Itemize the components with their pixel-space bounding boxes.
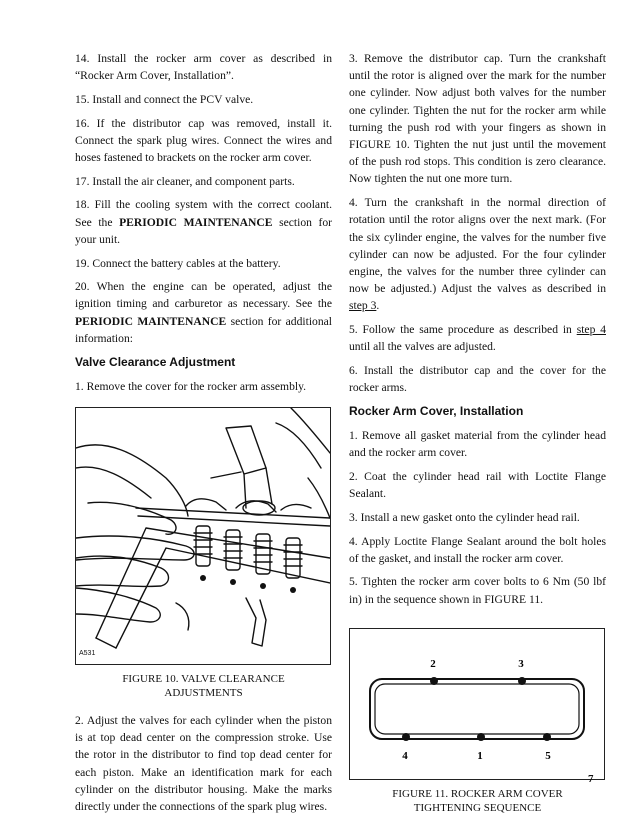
cover-step-2: 2. Coat the cylinder head rail with Loctite Flange Sealant. xyxy=(349,469,606,501)
periodic-maintenance-ref: PERIODIC MAINTENANCE xyxy=(119,215,273,229)
figure-11-caption: FIGURE 11. ROCKER ARM COVER TIGHTENING SEQUENCE xyxy=(392,787,563,814)
cover-step-1: 1. Remove all gasket material from the cylinder head and the rocker arm cover. xyxy=(349,429,606,460)
periodic-maintenance-ref: PERIODIC MAINTENANCE xyxy=(75,314,227,328)
figure-code: A531 xyxy=(79,649,96,657)
step-3-link[interactable]: step 3 xyxy=(349,299,377,313)
sequence-label-1: 1 xyxy=(477,749,483,762)
left-column xyxy=(75,50,332,822)
page-number: 7 xyxy=(588,773,594,785)
figure-10-valve-illustration xyxy=(75,407,331,665)
step-18: 18. Fill the cooling system with the correct coolant. See the PERIODIC MAINTENANCE section for your unit. xyxy=(75,198,333,246)
valve-step-1: 1. Remove the cover for the rocker arm assembly. xyxy=(75,379,307,393)
step-15: 15. Install and connect the PCV valve. xyxy=(75,92,254,106)
step-4-link[interactable]: step 4 xyxy=(576,323,606,337)
figure-11-tightening-diagram xyxy=(349,628,605,780)
step-19: 19. Connect the battery cables at the battery. xyxy=(75,256,281,270)
figure-10-caption: FIGURE 10. VALVE CLEARANCE ADJUSTMENTS xyxy=(122,672,285,699)
sequence-label-5: 5 xyxy=(545,749,551,762)
sequence-label-4: 4 xyxy=(402,749,408,762)
step-17: 17. Install the air cleaner, and component parts. xyxy=(75,174,295,188)
section-heading-rocker-cover: Rocker Arm Cover, Installation xyxy=(349,403,524,418)
engine-valve-drawing xyxy=(76,408,330,664)
bolt-1 xyxy=(477,733,485,741)
sequence-label-2: 2 xyxy=(430,657,436,670)
sequence-label-3: 3 xyxy=(518,657,524,670)
bolt-4 xyxy=(402,733,410,741)
cover-step-4: 4. Apply Loctite Flange Sealant around the bolt holes of the gasket, and install the rocker arm cover. xyxy=(349,534,606,565)
right-column xyxy=(349,50,606,827)
bolt-3 xyxy=(518,677,526,685)
rocker-cover-outline xyxy=(350,629,604,779)
valve-step-2: 2. Adjust the valves for each cylinder when the piston is at top dead center on the compression stroke. Use the rotor in the distributor to find top dead center for each piston. Make an identification mark for each cylinder on the distributor housing. Make the marks directly under the connections of the spark plug wires. xyxy=(75,713,332,813)
step-16: 16. If the distributor cap was removed, install it. Connect the spark plug wires. Connect the wires and hoses fastened to brackets on the rocker arm cover. xyxy=(75,116,332,165)
valve-step-6: 6. Install the distributor cap and the cover for the rocker arms. xyxy=(349,363,606,395)
bolt-5 xyxy=(543,733,551,741)
step-20: 20. When the engine can be operated, adjust the ignition timing and carburetor as necessary. See the PERIODIC MAINTENANCE section for additional information: xyxy=(75,280,332,345)
cover-step-5: 5. Tighten the rocker arm cover bolts to 6 Nm (50 lbf in) in the sequence shown in FIGURE 11. xyxy=(349,575,606,606)
valve-step-5: 5. Follow the same procedure as described in step 4 until all the valves are adjusted. xyxy=(349,323,606,354)
valve-step-3: 3. Remove the distributor cap. Turn the crankshaft until the rotor is aligned over the mark for the number one cylinder. Now adjust both valves for the number one cylinder. Tighten the nut for the rocker arm while turning the push rod with your fingers as shown in FIGURE 10. Tighten the nut just until the movement of the push rod stops. This condition is zero clearance. Now tighten the nut one more turn. xyxy=(349,52,606,186)
bolt-2 xyxy=(430,677,438,685)
step-14: 14. Install the rocker arm cover as described in “Rocker Arm Cover, Installation”. xyxy=(75,52,332,83)
section-heading-valve-clearance: Valve Clearance Adjustment xyxy=(75,354,236,369)
cover-step-3: 3. Install a new gasket onto the cylinder head rail. xyxy=(349,510,580,524)
valve-step-4: 4. Turn the crankshaft in the normal direction of rotation until the rotor aligns over the next mark. (For the six cylinder engine, the valves for the number five cylinder can now be adjusted. For the four cylinder engine, the valves for the number three cylinder can now be adjusted.) Adjust the valves as described in step 3. xyxy=(349,196,606,313)
